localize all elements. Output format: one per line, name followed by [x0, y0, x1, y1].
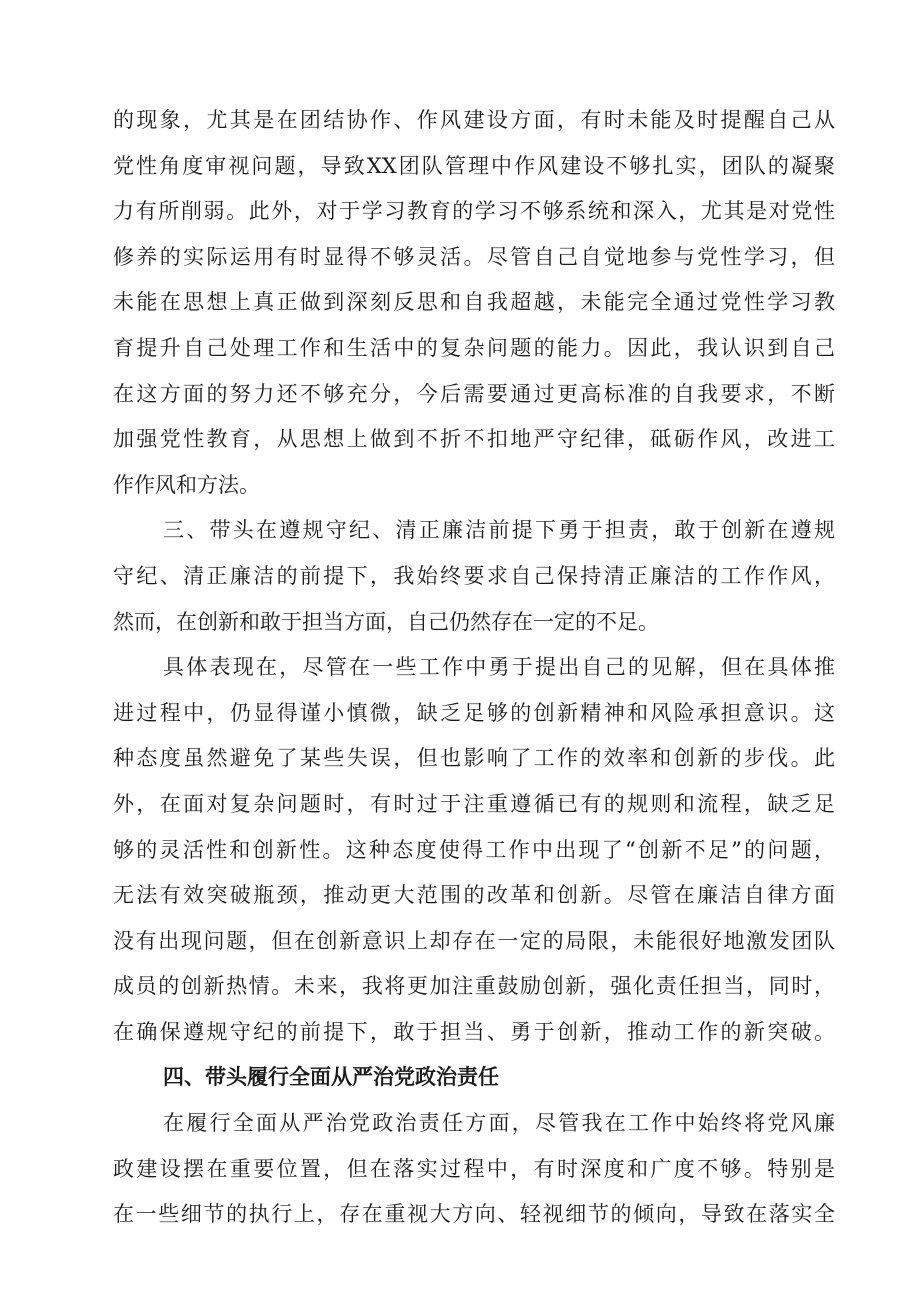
text-line: 没有出现问题，但在创新意识上却存在一定的局限，未能很好地激发团队	[113, 928, 835, 953]
text-line: 无法有效突破瓶颈，推动更大范围的改革和创新。尽管在廉洁自律方面	[113, 883, 835, 908]
text-line: 力有所削弱。此外，对于学习教育的学习不够系统和深入，尤其是对党性	[113, 199, 835, 224]
text-line: 三、带头在遵规守纪、清正廉洁前提下勇于担责，敢于创新在遵规	[163, 518, 835, 543]
text-line: 成员的创新热情。未来，我将更加注重鼓励创新，强化责任担当，同时，	[113, 974, 835, 999]
text-line: 党性角度审视问题，导致XX团队管理中作风建设不够扎实，团队的凝聚	[113, 153, 835, 178]
text-line: 进过程中，仍显得谨小慎微，缺乏足够的创新精神和风险承担意识。这	[113, 700, 835, 725]
document-body	[113, 98, 835, 1238]
text-line: 在确保遵规守纪的前提下，敢于担当、勇于创新，推动工作的新突破。	[113, 1019, 835, 1044]
text-line: 政建设摆在重要位置，但在落实过程中，有时深度和广度不够。特别是	[113, 1156, 835, 1181]
text-line: 在履行全面从严治党政治责任方面，尽管我在工作中始终将党风廉	[163, 1111, 835, 1136]
text-line: 修养的实际运用有时显得不够灵活。尽管自己自觉地参与党性学习，但	[113, 244, 835, 269]
text-line: 然而，在创新和敢于担当方面，自己仍然存在一定的不足。	[113, 609, 659, 634]
text-line: 守纪、清正廉洁的前提下，我始终要求自己保持清正廉洁的工作作风，	[113, 563, 835, 588]
text-line: 外，在面对复杂问题时，有时过于注重遵循已有的规则和流程，缺乏足	[113, 791, 835, 816]
text-line: 作作风和方法。	[113, 472, 260, 497]
text-line: 具体表现在，尽管在一些工作中勇于提出自己的见解，但在具体推	[163, 655, 835, 680]
text-line: 够的灵活性和创新性。这种态度使得工作中出现了“创新不足”的问题，	[113, 837, 835, 862]
text-line: 在这方面的努力还不够充分，今后需要通过更高标准的自我要求，不断	[113, 381, 835, 406]
text-line: 未能在思想上真正做到深刻反思和自我超越，未能完全通过党性学习教	[113, 290, 835, 315]
text-line: 育提升自己处理工作和生活中的复杂问题的能力。因此，我认识到自己	[113, 335, 835, 360]
section-heading: 四、带头履行全面从严治党政治责任	[163, 1065, 499, 1090]
text-line: 种态度虽然避免了某些失误，但也影响了工作的效率和创新的步伐。此	[113, 746, 835, 771]
text-line: 的现象，尤其是在团结协作、作风建设方面，有时未能及时提醒自己从	[113, 108, 835, 132]
text-line: 加强党性教育，从思想上做到不折不扣地严守纪律，砥砺作风，改进工	[113, 427, 835, 452]
text-line: 在一些细节的执行上，存在重视大方向、轻视细节的倾向，导致在落实全	[113, 1202, 835, 1227]
